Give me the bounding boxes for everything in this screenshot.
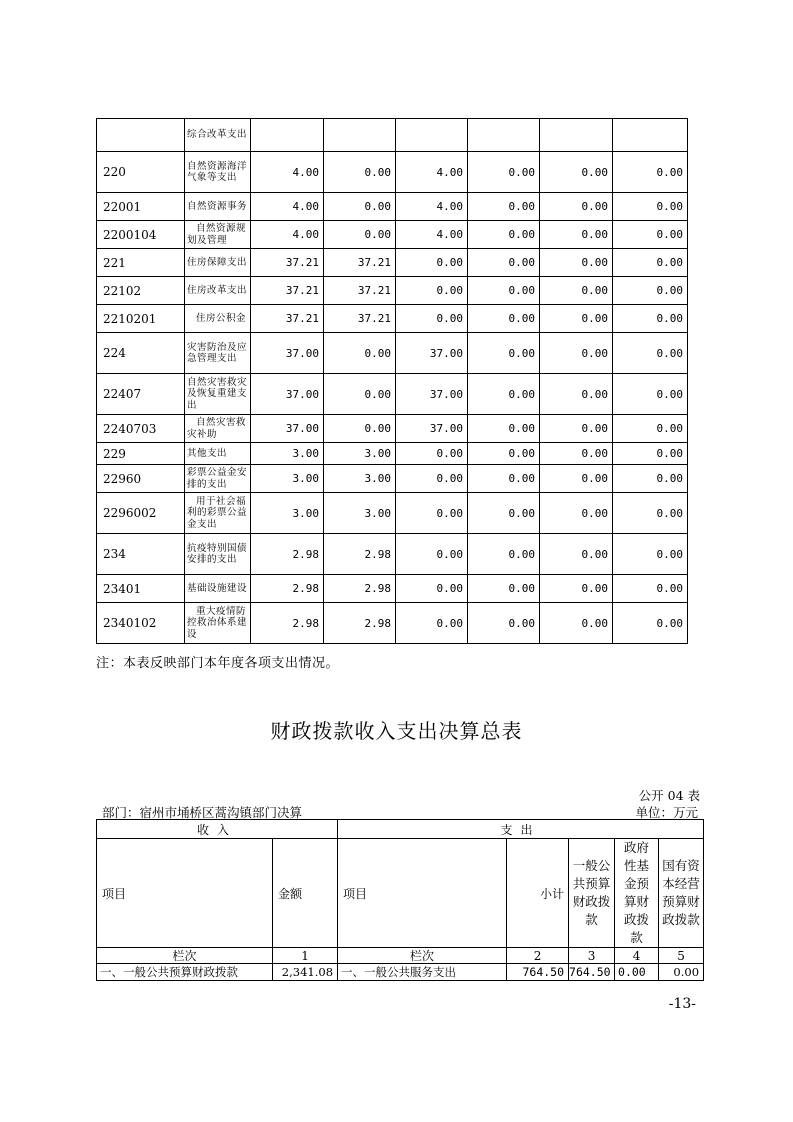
row-value: 0.00 bbox=[540, 305, 613, 333]
row-value bbox=[396, 119, 468, 152]
table-row bbox=[97, 374, 688, 415]
row-code: 2210201 bbox=[97, 305, 185, 333]
row-value: 2.98 bbox=[251, 603, 324, 644]
row-name: 自然灾害救灾及恢复重建支出 bbox=[185, 374, 251, 415]
row-value: 2.98 bbox=[324, 575, 396, 603]
department-label: 部门：宿州市埇桥区蒿沟镇部门决算 bbox=[102, 805, 303, 820]
expense-item: 一、一般公共服务支出 bbox=[338, 964, 507, 981]
row-value: 37.21 bbox=[324, 249, 396, 277]
row-value: 0.00 bbox=[540, 465, 613, 493]
income-amount: 2,341.08 bbox=[273, 964, 338, 981]
table-row bbox=[97, 249, 688, 277]
row-code: 2340102 bbox=[97, 603, 185, 644]
row-value: 4.00 bbox=[251, 193, 324, 221]
row-name: 自然资源事务 bbox=[185, 193, 251, 221]
row-value bbox=[613, 119, 688, 152]
row-value: 0.00 bbox=[613, 374, 688, 415]
row-value: 0.00 bbox=[468, 603, 540, 644]
table-row bbox=[97, 603, 688, 644]
row-value: 37.00 bbox=[396, 415, 468, 443]
row-value: 0.00 bbox=[540, 374, 613, 415]
row-value: 37.00 bbox=[396, 333, 468, 374]
row-value: 0.00 bbox=[613, 152, 688, 193]
row-value: 0.00 bbox=[540, 603, 613, 644]
row-value: 0.00 bbox=[613, 443, 688, 465]
unit-label: 单位：万元 bbox=[635, 805, 698, 820]
row-code: 22407 bbox=[97, 374, 185, 415]
row-code: 2296002 bbox=[97, 493, 185, 534]
row-code: 224 bbox=[97, 333, 185, 374]
row-label-expense: 栏次 bbox=[338, 948, 507, 964]
row-value: 37.21 bbox=[324, 305, 396, 333]
row-value: 0.00 bbox=[540, 534, 613, 575]
expense-general: 764.50 bbox=[569, 964, 615, 981]
summary-table bbox=[96, 819, 704, 981]
row-value: 0.00 bbox=[396, 249, 468, 277]
row-value: 0.00 bbox=[613, 534, 688, 575]
row-value: 3.00 bbox=[324, 465, 396, 493]
row-value: 2.98 bbox=[251, 575, 324, 603]
table-row bbox=[97, 443, 688, 465]
row-name: 住房改革支出 bbox=[185, 277, 251, 305]
row-value: 0.00 bbox=[324, 415, 396, 443]
income-item: 一、一般公共预算财政拨款 bbox=[97, 964, 273, 981]
expenditure-table bbox=[96, 118, 688, 644]
row-value: 4.00 bbox=[251, 152, 324, 193]
row-value: 4.00 bbox=[396, 193, 468, 221]
row-value: 37.21 bbox=[324, 277, 396, 305]
col-general-budget: 一般公共预算财政拨款 bbox=[569, 839, 615, 948]
row-value: 0.00 bbox=[468, 277, 540, 305]
expense-subtotal: 764.50 bbox=[507, 964, 569, 981]
table-row bbox=[97, 305, 688, 333]
row-value: 0.00 bbox=[396, 443, 468, 465]
row-value: 0.00 bbox=[613, 603, 688, 644]
row-value: 0.00 bbox=[396, 493, 468, 534]
row-value bbox=[468, 119, 540, 152]
col-gov-fund: 政府性基金预算财政拨款 bbox=[615, 839, 659, 948]
row-value: 0.00 bbox=[396, 534, 468, 575]
table-row bbox=[97, 415, 688, 443]
row-value: 37.21 bbox=[251, 305, 324, 333]
table-row bbox=[97, 964, 704, 981]
row-value: 0.00 bbox=[613, 575, 688, 603]
row-name: 重大疫情防控救治体系建设 bbox=[185, 603, 251, 644]
expense-gov-fund: 0.00 bbox=[615, 964, 659, 981]
row-value: 0.00 bbox=[540, 193, 613, 221]
row-value: 4.00 bbox=[251, 221, 324, 249]
row-value: 0.00 bbox=[613, 277, 688, 305]
col-number-3: 3 bbox=[569, 948, 615, 964]
table-row bbox=[97, 221, 688, 249]
row-value: 37.00 bbox=[251, 374, 324, 415]
row-value bbox=[251, 119, 324, 152]
row-name: 住房公积金 bbox=[185, 305, 251, 333]
row-value: 0.00 bbox=[468, 333, 540, 374]
expense-state-capital: 0.00 bbox=[659, 964, 704, 981]
table-row bbox=[97, 333, 688, 374]
row-name: 抗疫特别国债安排的支出 bbox=[185, 534, 251, 575]
row-value: 0.00 bbox=[468, 152, 540, 193]
row-value bbox=[324, 119, 396, 152]
row-value: 0.00 bbox=[613, 493, 688, 534]
row-value: 3.00 bbox=[251, 493, 324, 534]
row-value: 2.98 bbox=[324, 534, 396, 575]
row-value: 3.00 bbox=[251, 465, 324, 493]
row-value: 37.21 bbox=[251, 249, 324, 277]
row-name: 住房保障支出 bbox=[185, 249, 251, 277]
row-code: 22102 bbox=[97, 277, 185, 305]
row-value: 0.00 bbox=[396, 575, 468, 603]
row-value: 0.00 bbox=[468, 493, 540, 534]
row-value: 0.00 bbox=[396, 465, 468, 493]
row-value: 0.00 bbox=[540, 249, 613, 277]
row-code: 234 bbox=[97, 534, 185, 575]
table-row bbox=[97, 493, 688, 534]
row-code: 221 bbox=[97, 249, 185, 277]
row-value: 4.00 bbox=[396, 152, 468, 193]
income-header: 收入 bbox=[97, 820, 338, 839]
row-value: 0.00 bbox=[324, 374, 396, 415]
row-name: 灾害防治及应急管理支出 bbox=[185, 333, 251, 374]
row-value: 3.00 bbox=[324, 493, 396, 534]
col-subtotal: 小计 bbox=[507, 839, 569, 948]
row-value: 0.00 bbox=[468, 249, 540, 277]
table-row bbox=[97, 119, 688, 152]
row-value: 0.00 bbox=[468, 305, 540, 333]
row-value: 0.00 bbox=[613, 193, 688, 221]
table-row bbox=[97, 534, 688, 575]
row-value: 0.00 bbox=[468, 575, 540, 603]
row-name: 综合改革支出 bbox=[185, 119, 251, 152]
row-value: 3.00 bbox=[251, 443, 324, 465]
row-value: 0.00 bbox=[468, 193, 540, 221]
row-value: 37.00 bbox=[251, 333, 324, 374]
row-name: 自然资源规划及管理 bbox=[185, 221, 251, 249]
row-value: 0.00 bbox=[468, 443, 540, 465]
row-value bbox=[540, 119, 613, 152]
row-value: 0.00 bbox=[324, 193, 396, 221]
row-code: 2200104 bbox=[97, 221, 185, 249]
row-name: 彩票公益金安排的支出 bbox=[185, 465, 251, 493]
row-value: 0.00 bbox=[540, 277, 613, 305]
col-item-expense: 项目 bbox=[338, 839, 507, 948]
row-name: 自然灾害救灾补助 bbox=[185, 415, 251, 443]
row-value: 0.00 bbox=[324, 333, 396, 374]
row-value: 0.00 bbox=[540, 443, 613, 465]
col-amount: 金额 bbox=[273, 839, 338, 948]
row-name: 用于社会福利的彩票公益金支出 bbox=[185, 493, 251, 534]
row-name: 基础设施建设 bbox=[185, 575, 251, 603]
row-value: 0.00 bbox=[613, 305, 688, 333]
row-name: 其他支出 bbox=[185, 443, 251, 465]
summary-title: 财政拨款收入支出决算总表 bbox=[270, 719, 523, 743]
table-row bbox=[97, 575, 688, 603]
row-value: 3.00 bbox=[324, 443, 396, 465]
row-label-income: 栏次 bbox=[97, 948, 273, 964]
row-code: 22960 bbox=[97, 465, 185, 493]
row-value: 0.00 bbox=[324, 152, 396, 193]
col-number-2: 2 bbox=[507, 948, 569, 964]
row-value: 0.00 bbox=[613, 333, 688, 374]
col-number-4: 4 bbox=[615, 948, 659, 964]
page-number: -13- bbox=[668, 996, 696, 1012]
row-code: 2240703 bbox=[97, 415, 185, 443]
row-value: 0.00 bbox=[613, 221, 688, 249]
row-code: 229 bbox=[97, 443, 185, 465]
row-value: 0.00 bbox=[540, 493, 613, 534]
row-value: 0.00 bbox=[468, 465, 540, 493]
table-row bbox=[97, 465, 688, 493]
table-row bbox=[97, 277, 688, 305]
row-code: 23401 bbox=[97, 575, 185, 603]
row-value: 0.00 bbox=[468, 415, 540, 443]
row-value: 0.00 bbox=[396, 277, 468, 305]
col-state-capital: 国有资本经营预算财政拨款 bbox=[659, 839, 704, 948]
col-number-1: 1 bbox=[273, 948, 338, 964]
row-value: 0.00 bbox=[540, 333, 613, 374]
row-value: 4.00 bbox=[396, 221, 468, 249]
row-code: 22001 bbox=[97, 193, 185, 221]
row-value: 0.00 bbox=[540, 221, 613, 249]
expense-header: 支出 bbox=[338, 820, 704, 839]
row-code bbox=[97, 119, 185, 152]
table-number: 公开 04 表 bbox=[638, 788, 700, 803]
row-value: 0.00 bbox=[540, 152, 613, 193]
table-note: 注：本表反映部门本年度各项支出情况。 bbox=[96, 656, 340, 671]
row-value: 0.00 bbox=[468, 221, 540, 249]
row-value: 37.00 bbox=[251, 415, 324, 443]
row-value: 0.00 bbox=[613, 249, 688, 277]
table-row bbox=[97, 152, 688, 193]
row-value: 0.00 bbox=[613, 415, 688, 443]
row-code: 220 bbox=[97, 152, 185, 193]
row-value: 0.00 bbox=[613, 465, 688, 493]
row-value: 0.00 bbox=[468, 534, 540, 575]
col-item-income: 项目 bbox=[97, 839, 273, 948]
row-value: 0.00 bbox=[540, 415, 613, 443]
row-value: 0.00 bbox=[396, 305, 468, 333]
row-value: 37.21 bbox=[251, 277, 324, 305]
col-number-5: 5 bbox=[659, 948, 704, 964]
row-value: 0.00 bbox=[468, 374, 540, 415]
row-value: 0.00 bbox=[396, 603, 468, 644]
row-value: 0.00 bbox=[540, 575, 613, 603]
table-row bbox=[97, 193, 688, 221]
row-name: 自然资源海洋气象等支出 bbox=[185, 152, 251, 193]
row-value: 2.98 bbox=[324, 603, 396, 644]
row-value: 37.00 bbox=[396, 374, 468, 415]
row-value: 0.00 bbox=[324, 221, 396, 249]
row-value: 2.98 bbox=[251, 534, 324, 575]
